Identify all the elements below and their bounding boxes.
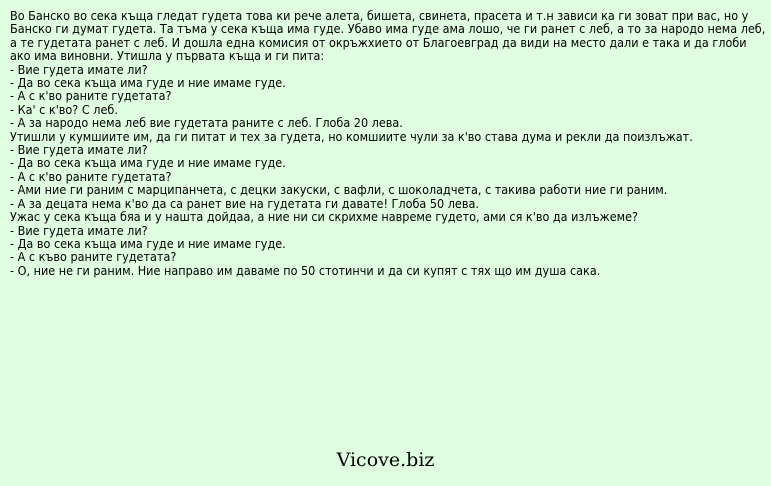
joke-text: Во Банско во сека къща гледат гудета това ки рече алета, бишета, свинета, прасета и т.н зависи ка ги зоват при вас, но у Банско ги думат гудета. Та тъма у сека къща има гуде. Убаво има гуде ама лошо, че ги ранет с леб, а то за народо нема леб, а те гудетата ранет с леб. И дошла една комисия от окръжхието от Благоевград да види на место дали е така и да глоби ако има виновни. Утишла у първата къща и ги пита: - Вие гудета имате ли? - Да во сека къща има гуде и ние имаме гуде. - А с к'во раните гудетата? - Ка' с к'во? С леб. - А за народо нема леб вие гудетата раните с леб. Глоба 20 лева. Утишли у кумшиите им, да ги питат и тех за гудета, но комшиите чули за к'во става дума и рекли да поизлъжат. - Вие гудета имате ли? - Да во сека къща има гуде и ние имаме гуде. - А с к'во раните гудетата? - Ами ние ги раним с марципанчета, с децки закуски, с вафли, с шоколадчета, с такива работи ние ги раним. - А за децата нема к'во да са ранет вие на гудетата ги давате! Глоба 50 лева. Ужас у сека къща бяа и у нашта дойдаа, а ние ни си скрихме навреме гудето, ами ся к'во да излъжеме? - Вие гудета имате ли? - Да во сека къща има гуде и ние имаме гуде. - А с къво раните гудетата? - О, ние не ги раним. Ние направо им даваме по 50 стотинчи и да си купят с тях що им душа сака. (10, 8, 766, 278)
site-watermark: Vicove.biz (336, 449, 435, 471)
